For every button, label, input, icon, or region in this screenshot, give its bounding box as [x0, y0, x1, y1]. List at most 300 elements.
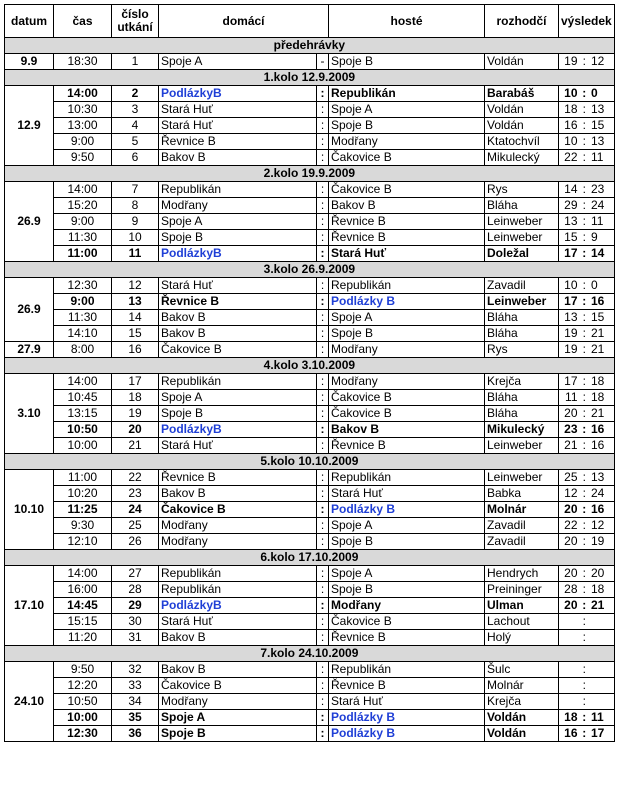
- home-score: 10: [559, 278, 580, 294]
- referee: Leinweber: [485, 230, 559, 246]
- score-separator: :: [317, 662, 329, 678]
- match-row: [5, 246, 615, 262]
- match-number: 22: [112, 470, 159, 486]
- home-score: [559, 614, 580, 630]
- referee: Hendrych: [485, 566, 559, 582]
- away-score: 11: [589, 214, 614, 230]
- match-number: 1: [112, 54, 159, 70]
- match-row: [5, 726, 615, 742]
- match-time: 14:00: [54, 182, 112, 198]
- away-score: 21: [589, 406, 614, 422]
- match-number: 28: [112, 582, 159, 598]
- home-score: 21: [559, 438, 580, 454]
- away-team: Spoje A: [329, 310, 485, 326]
- match-row: [5, 422, 615, 438]
- match-time: 15:20: [54, 198, 112, 214]
- score-separator: :: [317, 566, 329, 582]
- match-schedule-table: [4, 4, 615, 742]
- match-number: 18: [112, 390, 159, 406]
- score-colon: :: [580, 422, 589, 438]
- away-team: Čakovice B: [329, 614, 485, 630]
- home-score: 25: [559, 470, 580, 486]
- home-score: 20: [559, 534, 580, 550]
- score-colon: :: [580, 342, 589, 358]
- score-colon: :: [580, 630, 589, 646]
- home-team: Čakovice B: [159, 678, 317, 694]
- home-score: [559, 630, 580, 646]
- header-hoste: hosté: [329, 5, 485, 38]
- score-colon: :: [580, 182, 589, 198]
- score-separator: :: [317, 502, 329, 518]
- home-team: PodlázkyB: [159, 86, 317, 102]
- home-team: Stará Huť: [159, 278, 317, 294]
- score-colon: :: [580, 534, 589, 550]
- home-team: Bakov B: [159, 310, 317, 326]
- referee: Voldán: [485, 710, 559, 726]
- match-row: [5, 374, 615, 390]
- home-score: 16: [559, 726, 580, 742]
- away-score: 21: [589, 598, 614, 614]
- away-score: 9: [589, 230, 614, 246]
- referee: Rys: [485, 182, 559, 198]
- away-team: Republikán: [329, 278, 485, 294]
- score-separator: :: [317, 470, 329, 486]
- score-separator: :: [317, 102, 329, 118]
- home-team: Bakov B: [159, 486, 317, 502]
- referee: Mikulecký: [485, 150, 559, 166]
- away-team: Řevnice B: [329, 214, 485, 230]
- referee: Ktatochvíl: [485, 134, 559, 150]
- home-score: 23: [559, 422, 580, 438]
- home-team: Republikán: [159, 374, 317, 390]
- match-number: 9: [112, 214, 159, 230]
- home-team: PodlázkyB: [159, 246, 317, 262]
- referee: Krejča: [485, 694, 559, 710]
- match-number: 13: [112, 294, 159, 310]
- score-colon: :: [580, 502, 589, 518]
- match-row: [5, 598, 615, 614]
- score-separator: :: [317, 150, 329, 166]
- schedule-body: [5, 38, 615, 742]
- match-number: 17: [112, 374, 159, 390]
- match-row: [5, 534, 615, 550]
- home-score: 10: [559, 86, 580, 102]
- home-score: 19: [559, 342, 580, 358]
- match-row: [5, 54, 615, 70]
- score-separator: :: [317, 406, 329, 422]
- match-time: 13:00: [54, 118, 112, 134]
- match-number: 30: [112, 614, 159, 630]
- home-team: Spoje A: [159, 390, 317, 406]
- away-team: Čakovice B: [329, 150, 485, 166]
- match-number: 3: [112, 102, 159, 118]
- match-time: 10:30: [54, 102, 112, 118]
- round-header-row: [5, 70, 615, 86]
- match-date: 12.9: [5, 86, 54, 166]
- score-separator: :: [317, 630, 329, 646]
- referee: Leinweber: [485, 294, 559, 310]
- score-separator: :: [317, 422, 329, 438]
- home-score: [559, 662, 580, 678]
- match-time: 10:00: [54, 710, 112, 726]
- referee: Holý: [485, 630, 559, 646]
- match-date: 10.10: [5, 470, 54, 550]
- score-colon: :: [580, 438, 589, 454]
- away-score: [589, 662, 614, 678]
- score-separator: :: [317, 710, 329, 726]
- home-team: Řevnice B: [159, 294, 317, 310]
- match-number: 21: [112, 438, 159, 454]
- match-number: 24: [112, 502, 159, 518]
- home-score: 29: [559, 198, 580, 214]
- home-team: Bakov B: [159, 326, 317, 342]
- match-date: 9.9: [5, 54, 54, 70]
- away-team: Modřany: [329, 342, 485, 358]
- away-score: 18: [589, 374, 614, 390]
- home-score: 19: [559, 54, 580, 70]
- match-number: 34: [112, 694, 159, 710]
- score-separator: :: [317, 182, 329, 198]
- away-score: 21: [589, 326, 614, 342]
- home-team: Modřany: [159, 518, 317, 534]
- score-separator: :: [317, 310, 329, 326]
- match-number: 36: [112, 726, 159, 742]
- score-colon: :: [580, 54, 589, 70]
- score-colon: :: [580, 150, 589, 166]
- match-time: 11:00: [54, 470, 112, 486]
- score-colon: :: [580, 598, 589, 614]
- round-header-row: [5, 454, 615, 470]
- match-time: 11:00: [54, 246, 112, 262]
- away-team: Modřany: [329, 598, 485, 614]
- away-team: Spoje A: [329, 566, 485, 582]
- away-team: Modřany: [329, 374, 485, 390]
- home-team: Modřany: [159, 534, 317, 550]
- round-title: 5.kolo 10.10.2009: [5, 454, 615, 470]
- away-score: 16: [589, 438, 614, 454]
- score-separator: :: [317, 342, 329, 358]
- away-score: 15: [589, 118, 614, 134]
- referee: Bláha: [485, 390, 559, 406]
- home-team: Spoje A: [159, 54, 317, 70]
- header-cislo-utkani: číslo utkání: [112, 5, 159, 38]
- home-score: 18: [559, 710, 580, 726]
- match-row: [5, 118, 615, 134]
- referee: Voldán: [485, 54, 559, 70]
- home-team: Modřany: [159, 198, 317, 214]
- referee: Leinweber: [485, 438, 559, 454]
- match-number: 7: [112, 182, 159, 198]
- score-colon: :: [580, 710, 589, 726]
- match-number: 33: [112, 678, 159, 694]
- home-score: 13: [559, 214, 580, 230]
- referee: Šulc: [485, 662, 559, 678]
- home-team: Spoje B: [159, 726, 317, 742]
- away-team: Spoje B: [329, 118, 485, 134]
- score-colon: :: [580, 118, 589, 134]
- away-team: Podlázky B: [329, 726, 485, 742]
- referee: Babka: [485, 486, 559, 502]
- away-team: Republikán: [329, 662, 485, 678]
- home-team: Spoje B: [159, 230, 317, 246]
- score-separator: :: [317, 534, 329, 550]
- match-time: 8:00: [54, 342, 112, 358]
- round-header-row: [5, 262, 615, 278]
- score-colon: :: [580, 326, 589, 342]
- score-colon: :: [580, 518, 589, 534]
- match-time: 10:20: [54, 486, 112, 502]
- header-datum: datum: [5, 5, 54, 38]
- home-team: Čakovice B: [159, 342, 317, 358]
- home-score: 20: [559, 502, 580, 518]
- match-number: 29: [112, 598, 159, 614]
- score-colon: :: [580, 678, 589, 694]
- match-row: [5, 582, 615, 598]
- referee: Bláha: [485, 326, 559, 342]
- away-team: Řevnice B: [329, 630, 485, 646]
- away-team: Stará Huť: [329, 694, 485, 710]
- score-colon: :: [580, 214, 589, 230]
- away-score: 0: [589, 278, 614, 294]
- match-date: 26.9: [5, 182, 54, 262]
- away-team: Stará Huť: [329, 486, 485, 502]
- match-date: 3.10: [5, 374, 54, 454]
- score-separator: :: [317, 598, 329, 614]
- score-separator: :: [317, 246, 329, 262]
- home-score: 10: [559, 134, 580, 150]
- away-team: Podlázky B: [329, 502, 485, 518]
- home-score: 19: [559, 326, 580, 342]
- score-colon: :: [580, 614, 589, 630]
- match-row: [5, 150, 615, 166]
- match-row: [5, 438, 615, 454]
- away-score: 12: [589, 518, 614, 534]
- score-colon: :: [580, 246, 589, 262]
- home-team: Stará Huť: [159, 102, 317, 118]
- score-colon: :: [580, 486, 589, 502]
- home-score: 17: [559, 246, 580, 262]
- home-team: Modřany: [159, 694, 317, 710]
- referee: Molnár: [485, 678, 559, 694]
- referee: Barabáš: [485, 86, 559, 102]
- home-score: 14: [559, 182, 580, 198]
- referee: Zavadil: [485, 534, 559, 550]
- score-colon: :: [580, 582, 589, 598]
- score-colon: :: [580, 662, 589, 678]
- match-row: [5, 278, 615, 294]
- match-row: [5, 390, 615, 406]
- home-team: Stará Huť: [159, 118, 317, 134]
- home-team: Bakov B: [159, 662, 317, 678]
- score-colon: :: [580, 470, 589, 486]
- away-score: 23: [589, 182, 614, 198]
- header-row: [5, 5, 615, 38]
- away-team: Bakov B: [329, 422, 485, 438]
- score-separator: :: [317, 614, 329, 630]
- match-row: [5, 342, 615, 358]
- match-time: 11:25: [54, 502, 112, 518]
- score-separator: :: [317, 118, 329, 134]
- match-row: [5, 678, 615, 694]
- round-title: 1.kolo 12.9.2009: [5, 70, 615, 86]
- round-title: 4.kolo 3.10.2009: [5, 358, 615, 374]
- score-separator: :: [317, 374, 329, 390]
- home-team: Republikán: [159, 182, 317, 198]
- score-separator: :: [317, 134, 329, 150]
- match-time: 9:00: [54, 214, 112, 230]
- home-team: Spoje A: [159, 214, 317, 230]
- score-colon: :: [580, 566, 589, 582]
- home-team: Řevnice B: [159, 134, 317, 150]
- home-team: Spoje B: [159, 406, 317, 422]
- referee: Zavadil: [485, 278, 559, 294]
- away-score: 15: [589, 310, 614, 326]
- away-score: 13: [589, 102, 614, 118]
- match-number: 32: [112, 662, 159, 678]
- match-time: 12:30: [54, 278, 112, 294]
- away-score: 14: [589, 246, 614, 262]
- match-row: [5, 630, 615, 646]
- away-team: Modřany: [329, 134, 485, 150]
- away-team: Spoje B: [329, 326, 485, 342]
- match-row: [5, 694, 615, 710]
- match-time: 14:00: [54, 566, 112, 582]
- home-team: Stará Huť: [159, 438, 317, 454]
- away-score: 12: [589, 54, 614, 70]
- round-title: 3.kolo 26.9.2009: [5, 262, 615, 278]
- match-row: [5, 406, 615, 422]
- score-separator: :: [317, 230, 329, 246]
- home-score: 22: [559, 150, 580, 166]
- match-row: [5, 198, 615, 214]
- match-number: 27: [112, 566, 159, 582]
- score-separator: :: [317, 582, 329, 598]
- referee: Voldán: [485, 102, 559, 118]
- away-score: 11: [589, 150, 614, 166]
- match-number: 14: [112, 310, 159, 326]
- match-date: 26.9: [5, 278, 54, 342]
- score-separator: :: [317, 438, 329, 454]
- away-score: [589, 694, 614, 710]
- match-row: [5, 518, 615, 534]
- referee: Mikulecký: [485, 422, 559, 438]
- match-number: 15: [112, 326, 159, 342]
- away-score: [589, 614, 614, 630]
- away-team: Spoje A: [329, 102, 485, 118]
- score-separator: :: [317, 678, 329, 694]
- away-score: 24: [589, 486, 614, 502]
- match-row: [5, 662, 615, 678]
- header-domaci: domácí: [159, 5, 329, 38]
- match-time: 10:00: [54, 438, 112, 454]
- away-team: Řevnice B: [329, 438, 485, 454]
- match-row: [5, 230, 615, 246]
- away-score: 20: [589, 566, 614, 582]
- match-time: 16:00: [54, 582, 112, 598]
- score-colon: :: [580, 198, 589, 214]
- away-team: Spoje B: [329, 54, 485, 70]
- score-colon: :: [580, 374, 589, 390]
- score-colon: :: [580, 726, 589, 742]
- score-separator: :: [317, 86, 329, 102]
- match-time: 14:00: [54, 86, 112, 102]
- score-separator: :: [317, 726, 329, 742]
- score-colon: :: [580, 406, 589, 422]
- match-row: [5, 486, 615, 502]
- match-row: [5, 502, 615, 518]
- score-separator: :: [317, 486, 329, 502]
- home-score: 13: [559, 310, 580, 326]
- score-separator: :: [317, 326, 329, 342]
- match-number: 16: [112, 342, 159, 358]
- home-score: 11: [559, 390, 580, 406]
- score-separator: :: [317, 390, 329, 406]
- away-team: Čakovice B: [329, 182, 485, 198]
- score-separator: :: [317, 198, 329, 214]
- home-team: Republikán: [159, 582, 317, 598]
- match-number: 26: [112, 534, 159, 550]
- match-time: 9:50: [54, 662, 112, 678]
- away-score: 16: [589, 294, 614, 310]
- match-row: [5, 102, 615, 118]
- away-score: 17: [589, 726, 614, 742]
- referee: Leinweber: [485, 214, 559, 230]
- score-colon: :: [580, 294, 589, 310]
- header-cas: čas: [54, 5, 112, 38]
- away-team: Řevnice B: [329, 678, 485, 694]
- referee: Preininger: [485, 582, 559, 598]
- home-team: Bakov B: [159, 150, 317, 166]
- match-row: [5, 182, 615, 198]
- match-number: 31: [112, 630, 159, 646]
- match-time: 14:10: [54, 326, 112, 342]
- round-title: 6.kolo 17.10.2009: [5, 550, 615, 566]
- home-score: 22: [559, 518, 580, 534]
- referee: Bláha: [485, 406, 559, 422]
- home-score: 17: [559, 294, 580, 310]
- match-row: [5, 566, 615, 582]
- away-team: Republikán: [329, 470, 485, 486]
- match-row: [5, 134, 615, 150]
- score-separator: :: [317, 278, 329, 294]
- away-score: 24: [589, 198, 614, 214]
- match-time: 11:30: [54, 230, 112, 246]
- match-time: 12:20: [54, 678, 112, 694]
- match-date: 24.10: [5, 662, 54, 742]
- score-colon: :: [580, 134, 589, 150]
- home-team: Stará Huť: [159, 614, 317, 630]
- match-number: 20: [112, 422, 159, 438]
- home-score: 15: [559, 230, 580, 246]
- match-time: 10:50: [54, 694, 112, 710]
- referee: Ulman: [485, 598, 559, 614]
- match-time: 10:45: [54, 390, 112, 406]
- away-score: 19: [589, 534, 614, 550]
- match-number: 6: [112, 150, 159, 166]
- match-number: 19: [112, 406, 159, 422]
- home-score: 28: [559, 582, 580, 598]
- home-team: Čakovice B: [159, 502, 317, 518]
- home-team: Řevnice B: [159, 470, 317, 486]
- round-header-row: [5, 550, 615, 566]
- home-score: 20: [559, 406, 580, 422]
- referee: Voldán: [485, 726, 559, 742]
- away-team: Podlázky B: [329, 710, 485, 726]
- home-score: 18: [559, 102, 580, 118]
- score-separator: :: [317, 214, 329, 230]
- home-score: 12: [559, 486, 580, 502]
- away-team: Stará Huť: [329, 246, 485, 262]
